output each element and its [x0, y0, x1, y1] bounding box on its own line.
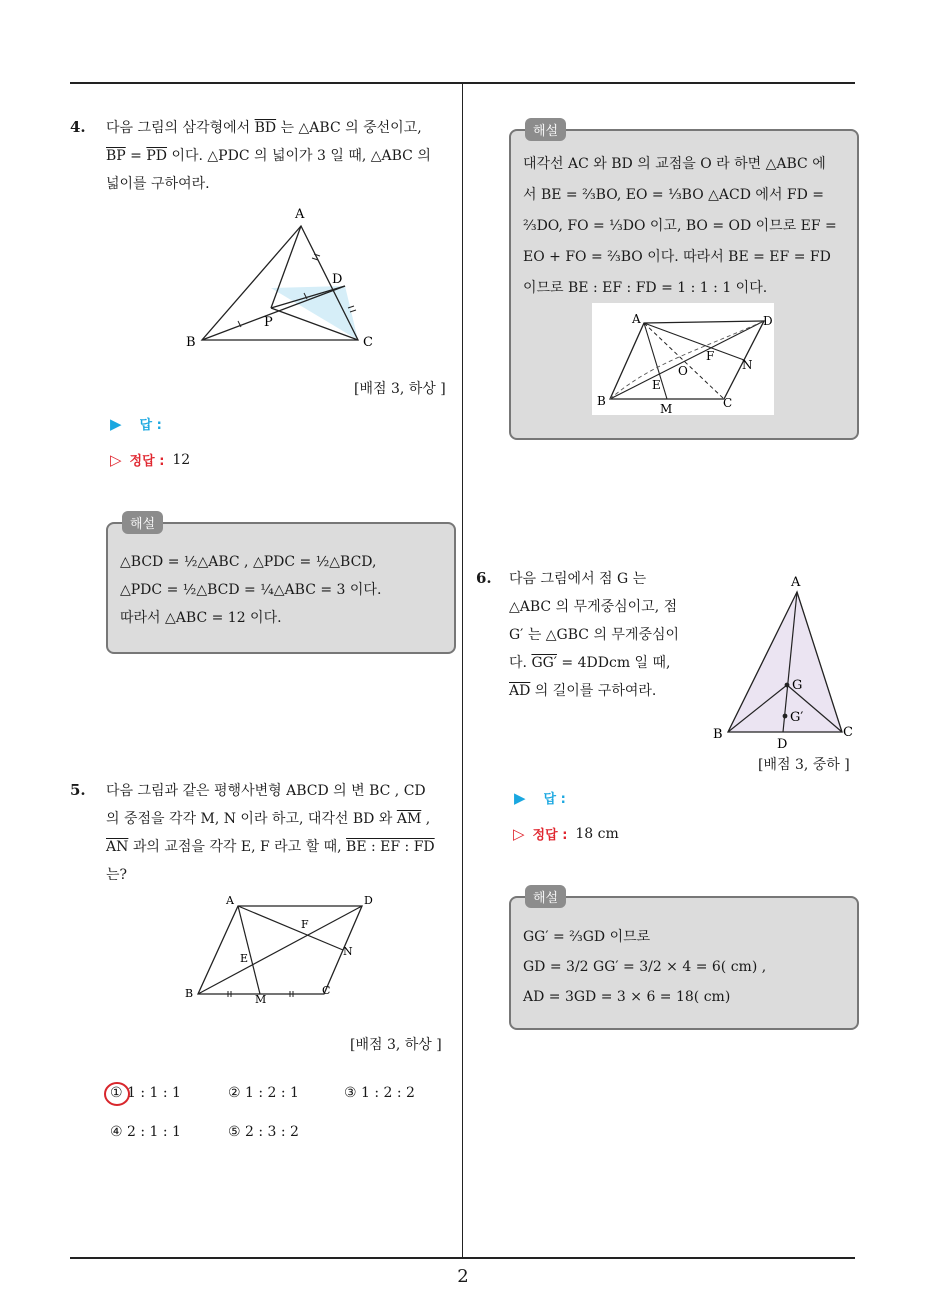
q5-solution-line-3: ⅔DO, FO = ⅓DO 이고, BO = OD 이므로 EF = [523, 218, 837, 234]
column-divider [462, 84, 463, 1259]
q5-solution-box [509, 124, 859, 440]
q6-solution-line-1: GG′ = ⅔GD 이므로 [523, 929, 651, 945]
q5-number: 5. [70, 781, 86, 799]
q4-question-text: 다음 그림의 삼각형에서 $\overline{BD}$ 는 △ABC 의 중선이고, $\overline{BP} = \overline{PD}$ 이다. △PDC 의 넓이가 3 일 때, △ABC 의 넓이를 구하여라. [106, 120, 431, 192]
answer-label: 답 : [139, 418, 162, 433]
q6-solution-box [509, 891, 859, 1030]
q5-solution-line-1: 대각선 AC 와 BD 의 교점을 O 라 하면 △ABC 에 [523, 156, 826, 172]
open-triangle-icon: ▷ [110, 450, 122, 469]
vertex-a-label: A [791, 575, 801, 590]
point-e-label: E [652, 378, 661, 392]
page-number: 2 [457, 1266, 469, 1287]
solution-tag: 해설 [122, 511, 163, 534]
correct-answer-value: 18 cm [575, 825, 619, 842]
open-triangle-icon: ▷ [513, 824, 525, 843]
choice-5[interactable]: ⑤ 2 : 3 : 2 [228, 1124, 299, 1140]
choice-3[interactable]: ③ 1 : 2 : 2 [344, 1085, 415, 1101]
q6-solution-line-3: AD = 3GD = 3 × 6 = 18( cm) [523, 989, 731, 1005]
point-g-label: G [792, 678, 803, 693]
q5-solution-line-4: EO + FO = ⅔BO 이다. 따라서 BE = EF = FD [523, 249, 831, 265]
q6-number: 6. [476, 569, 492, 587]
q4-correct-row [110, 450, 190, 469]
point-f-label: F [301, 918, 309, 931]
q4-solution-line-3: 따라서 △ABC = 12 이다. [120, 610, 282, 626]
q6-correct-row [513, 824, 619, 843]
vertex-a-label: A [295, 207, 305, 222]
q6-answer-row [514, 788, 566, 807]
choice-1[interactable]: ① 1 : 1 : 1 [110, 1085, 181, 1101]
vertex-c-label: C [322, 984, 331, 997]
point-e-label: E [240, 952, 249, 965]
vertex-d-label: D [777, 737, 788, 752]
vertex-c-label: C [723, 396, 733, 410]
correct-answer-label: 정답 : [129, 454, 165, 469]
point-m-label: M [660, 402, 673, 415]
q5-score: [배점 3, 하상 ] [350, 1037, 442, 1053]
choice-4[interactable]: ④ 2 : 1 : 1 [110, 1124, 181, 1140]
vertex-a-label: A [632, 312, 641, 326]
vertex-b-label: B [185, 987, 194, 1000]
correct-answer-label: 정답 : [532, 828, 568, 843]
point-p-label: P [264, 315, 273, 330]
solution-tag: 해설 [525, 118, 566, 141]
vertex-d-label: D [763, 314, 773, 328]
vertex-a-label: A [226, 894, 234, 907]
vertex-b-label: B [597, 394, 606, 408]
q5-solution-figure [592, 303, 774, 415]
vertex-c-label: C [843, 725, 853, 740]
q4-solution-line-1: △BCD = ½△ABC , △PDC = ½△BCD, [120, 554, 377, 570]
vertex-b-label: B [186, 335, 196, 350]
q5-solution-line-2: 서 BE = ⅔BO, EO = ⅓BO △ACD 에서 FD = [523, 187, 825, 203]
q4-number: 4. [70, 118, 86, 136]
vertex-d-label: D [364, 894, 373, 907]
answer-label: 답 : [543, 792, 566, 807]
q6-triangle-figure [708, 572, 858, 752]
point-o-label: O [678, 364, 688, 378]
filled-triangle-icon: ▶ [514, 788, 526, 807]
point-n-label: N [742, 358, 753, 372]
correct-answer-value: 12 [172, 451, 191, 468]
filled-triangle-icon: ▶ [110, 414, 122, 433]
choice-2[interactable]: ② 1 : 2 : 1 [228, 1085, 299, 1101]
q5-parallelogram-figure [180, 890, 380, 1010]
solution-tag: 해설 [525, 885, 566, 908]
q6-solution-line-2: GD = 3/2 GG′ = 3/2 × 4 = 6( cm) , [523, 959, 767, 975]
q4-triangle-figure [180, 200, 380, 355]
vertex-c-label: C [363, 335, 373, 350]
q6-question-text: 다음 그림에서 점 G 는 △ABC 의 무게중심이고, 점 G′ 는 △GBC 의 무게중심이 다. GG′ = 4DDcm 일 때, $\overline{AD}$ 의 길이를 구하여라. [509, 571, 680, 699]
q4-solution-line-2: △PDC = ½△BCD = ¼△ABC = 3 이다. [120, 582, 382, 598]
q4-solution-box [106, 517, 456, 654]
q4-score: [배점 3, 하상 ] [354, 381, 446, 397]
q5-question-text: 다음 그림과 같은 평행사변형 ABCD 의 변 BC , CD 의 중점을 각각 M, N 이라 하고, 대각선 BD 와 $\overline{AM}$ , $\overline{AN}$ 과의 교점을 각각 E, F 라고 할 때, BE : EF : FD 는? [106, 783, 435, 883]
point-m-label: M [255, 993, 267, 1006]
segment-bd: $\overline{BD}$ [254, 120, 277, 136]
point-n-label: N [343, 945, 353, 958]
q6-score: [배점 3, 중하 ] [758, 757, 850, 773]
vertex-b-label: B [713, 727, 723, 742]
point-g-prime-label: G′ [790, 710, 804, 725]
selected-circle-icon [103, 1081, 131, 1107]
point-f-label: F [706, 349, 715, 363]
q4-answer-row [110, 414, 162, 433]
vertex-d-label: D [332, 272, 343, 287]
q5-solution-line-5: 이므로 BE : EF : FD = 1 : 1 : 1 이다. [523, 280, 768, 296]
